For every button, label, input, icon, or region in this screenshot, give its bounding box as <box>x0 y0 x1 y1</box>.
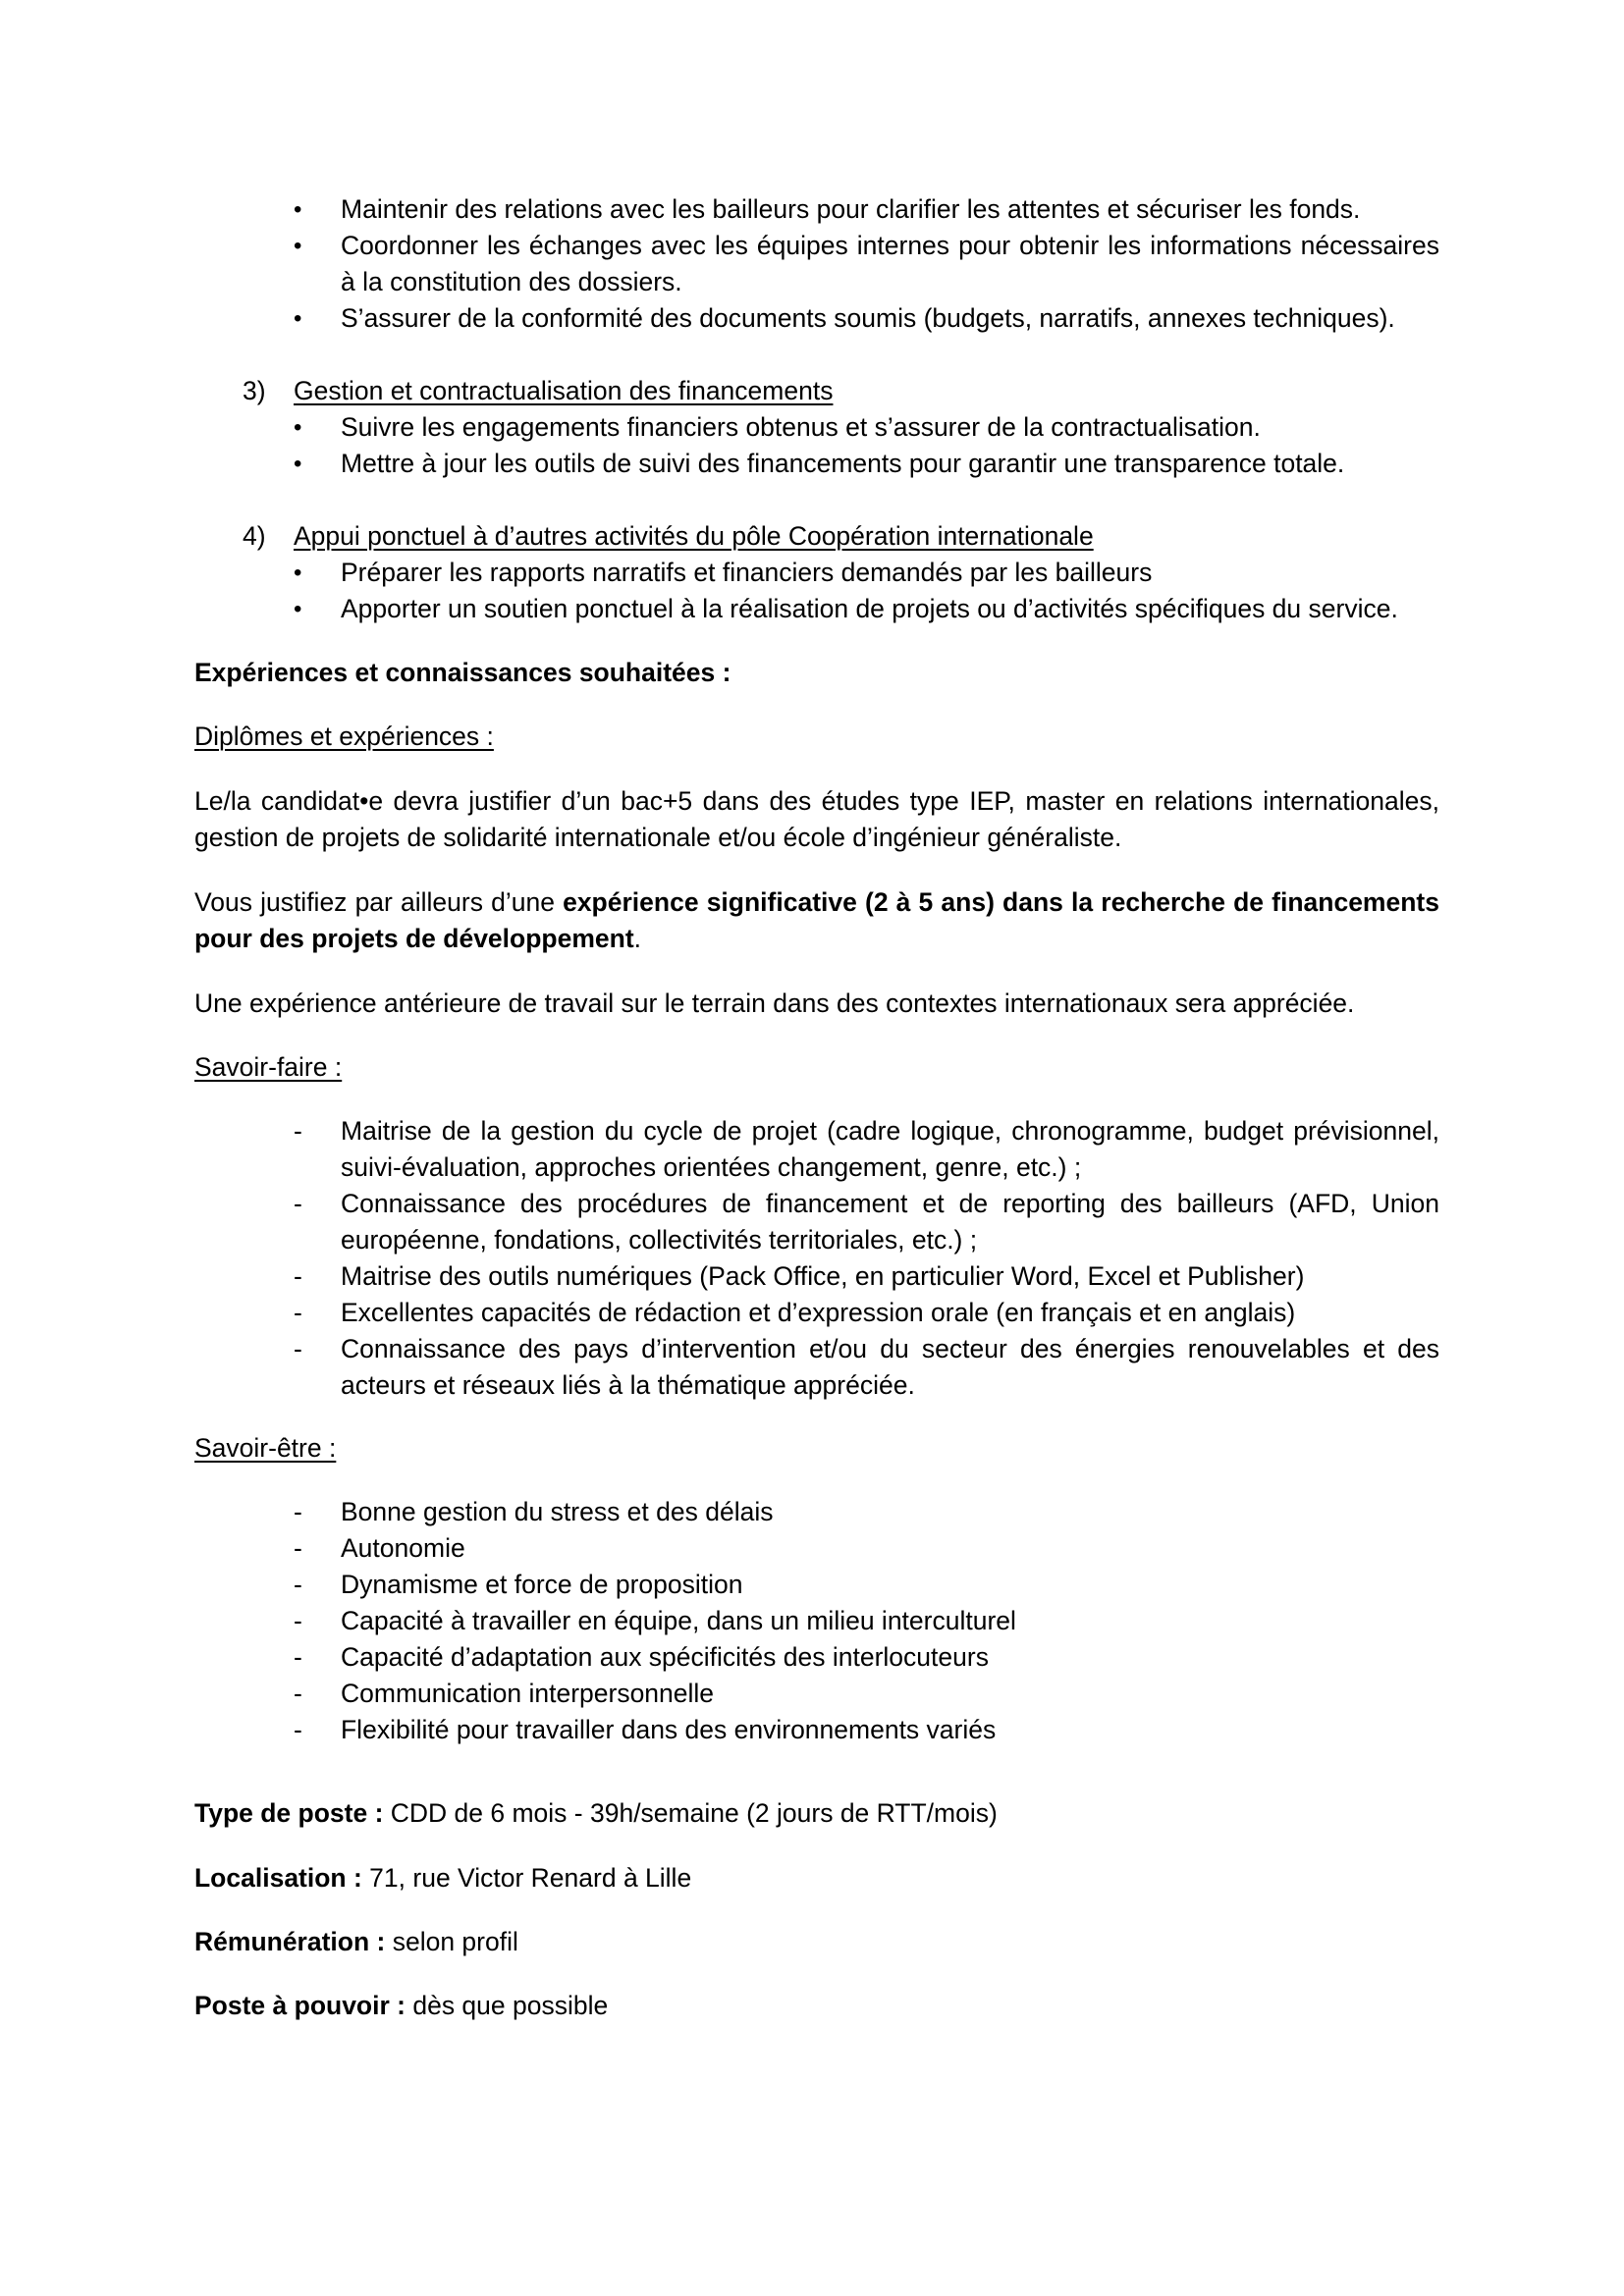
dash-icon: - <box>294 1642 302 1672</box>
dash-icon: - <box>294 1334 302 1363</box>
dash-icon: - <box>294 1715 302 1744</box>
dash-icon: - <box>294 1570 302 1599</box>
dash-icon: - <box>294 1261 302 1291</box>
section-3-heading <box>194 373 1439 409</box>
detail-type-poste: Type de poste : CDD de 6 mois - 39h/semaine (2 jours de RTT/mois) <box>194 1798 998 1828</box>
savoir-faire-heading: Savoir-faire : <box>194 1052 343 1082</box>
section-3-bullet-list <box>194 409 1439 482</box>
list-item: - Capacité d’adaptation aux spécificités des interlocuteurs <box>194 1639 1439 1676</box>
list-item: • Suivre les engagements financiers obtenus et s’assurer de la contractualisation. <box>194 409 1439 446</box>
dash-icon: - <box>294 1116 302 1146</box>
bullet-icon: • <box>294 196 302 223</box>
list-item: • Maintenir des relations avec les bailleurs pour clarifier les attentes et sécuriser les fonds. <box>194 191 1439 228</box>
list-item: - Flexibilité pour travailler dans des environnements variés <box>194 1712 1439 1748</box>
dash-icon: - <box>294 1533 302 1563</box>
bullet-icon: • <box>294 596 302 622</box>
document-page <box>194 191 1439 2024</box>
list-item: - Autonomie <box>194 1530 1439 1567</box>
savoir-etre-heading: Savoir-être : <box>194 1433 337 1463</box>
detail-localisation: Localisation : 71, rue Victor Renard à Lille <box>194 1863 692 1893</box>
section-4-heading <box>194 518 1439 555</box>
list-item: - Connaissance des procédures de financement et de reporting des bailleurs (AFD, Union européenne, fondations, collectivités territoriales, etc.) ; <box>194 1186 1439 1258</box>
list-item: • Apporter un soutien ponctuel à la réalisation de projets ou d’activités spécifiques du service. <box>194 591 1439 627</box>
detail-remuneration: Rémunération : selon profil <box>194 1927 518 1956</box>
dash-icon: - <box>294 1298 302 1327</box>
list-item: • Mettre à jour les outils de suivi des financements pour garantir une transparence totale. <box>194 446 1439 482</box>
list-item: - Capacité à travailler en équipe, dans un milieu interculturel <box>194 1603 1439 1639</box>
bullet-icon: • <box>294 414 302 441</box>
detail-poste-a-pourvoir: Poste à pouvoir : dès que possible <box>194 1991 609 2020</box>
bullet-icon: • <box>294 560 302 586</box>
list-item: - Connaissance des pays d’intervention et/ou du secteur des énergies renouvelables et des acteurs et réseaux liés à la thématique appréciée. <box>194 1331 1439 1404</box>
terrain-paragraph: Une expérience antérieure de travail sur le terrain dans des contextes internationaux sera appréciée. <box>194 988 1355 1018</box>
section-number: 4) <box>243 521 266 551</box>
list-item: • S’assurer de la conformité des documents soumis (budgets, narratifs, annexes techniques). <box>194 300 1439 337</box>
dash-icon: - <box>294 1606 302 1635</box>
list-item: - Dynamisme et force de proposition <box>194 1567 1439 1603</box>
experience-paragraph: Vous justifiez par ailleurs d’une expérience significative (2 à 5 ans) dans la recherche de financements pour des projets de développement. <box>194 887 1439 953</box>
section-title: Gestion et contractualisation des financements <box>294 376 834 405</box>
list-item: - Bonne gestion du stress et des délais <box>194 1494 1439 1530</box>
bullet-icon: • <box>294 451 302 477</box>
list-item: - Maitrise de la gestion du cycle de projet (cadre logique, chronogramme, budget prévisionnel, suivi-évaluation, approches orientées changement, genre, etc.) ; <box>194 1113 1439 1186</box>
dash-icon: - <box>294 1189 302 1218</box>
experience-heading: Expériences et connaissances souhaitées : <box>194 658 731 687</box>
list-item: • Préparer les rapports narratifs et financiers demandés par les bailleurs <box>194 555 1439 591</box>
section-title: Appui ponctuel à d’autres activités du pôle Coopération internationale <box>294 521 1094 551</box>
diplomes-paragraph: Le/la candidat•e devra justifier d’un bac+5 dans des études type IEP, master en relations internationales, gestion de projets de solidarité internationale et/ou école d’ingénieur généraliste. <box>194 786 1439 852</box>
dash-icon: - <box>294 1679 302 1708</box>
list-item: • Coordonner les échanges avec les équipes internes pour obtenir les informations nécessaires à la constitution des dossiers. <box>194 228 1439 300</box>
savoir-etre-list <box>194 1494 1439 1748</box>
bullet-icon: • <box>294 233 302 259</box>
dash-icon: - <box>294 1497 302 1526</box>
savoir-faire-list <box>194 1113 1439 1404</box>
intro-bullet-list <box>194 191 1439 337</box>
list-item: - Communication interpersonnelle <box>194 1676 1439 1712</box>
diplomes-heading: Diplômes et expériences : <box>194 721 494 751</box>
section-number: 3) <box>243 376 266 405</box>
list-item: - Excellentes capacités de rédaction et d’expression orale (en français et en anglais) <box>194 1295 1439 1331</box>
section-4-bullet-list <box>194 555 1439 627</box>
list-item: - Maitrise des outils numériques (Pack Office, en particulier Word, Excel et Publisher) <box>194 1258 1439 1295</box>
bullet-icon: • <box>294 305 302 332</box>
